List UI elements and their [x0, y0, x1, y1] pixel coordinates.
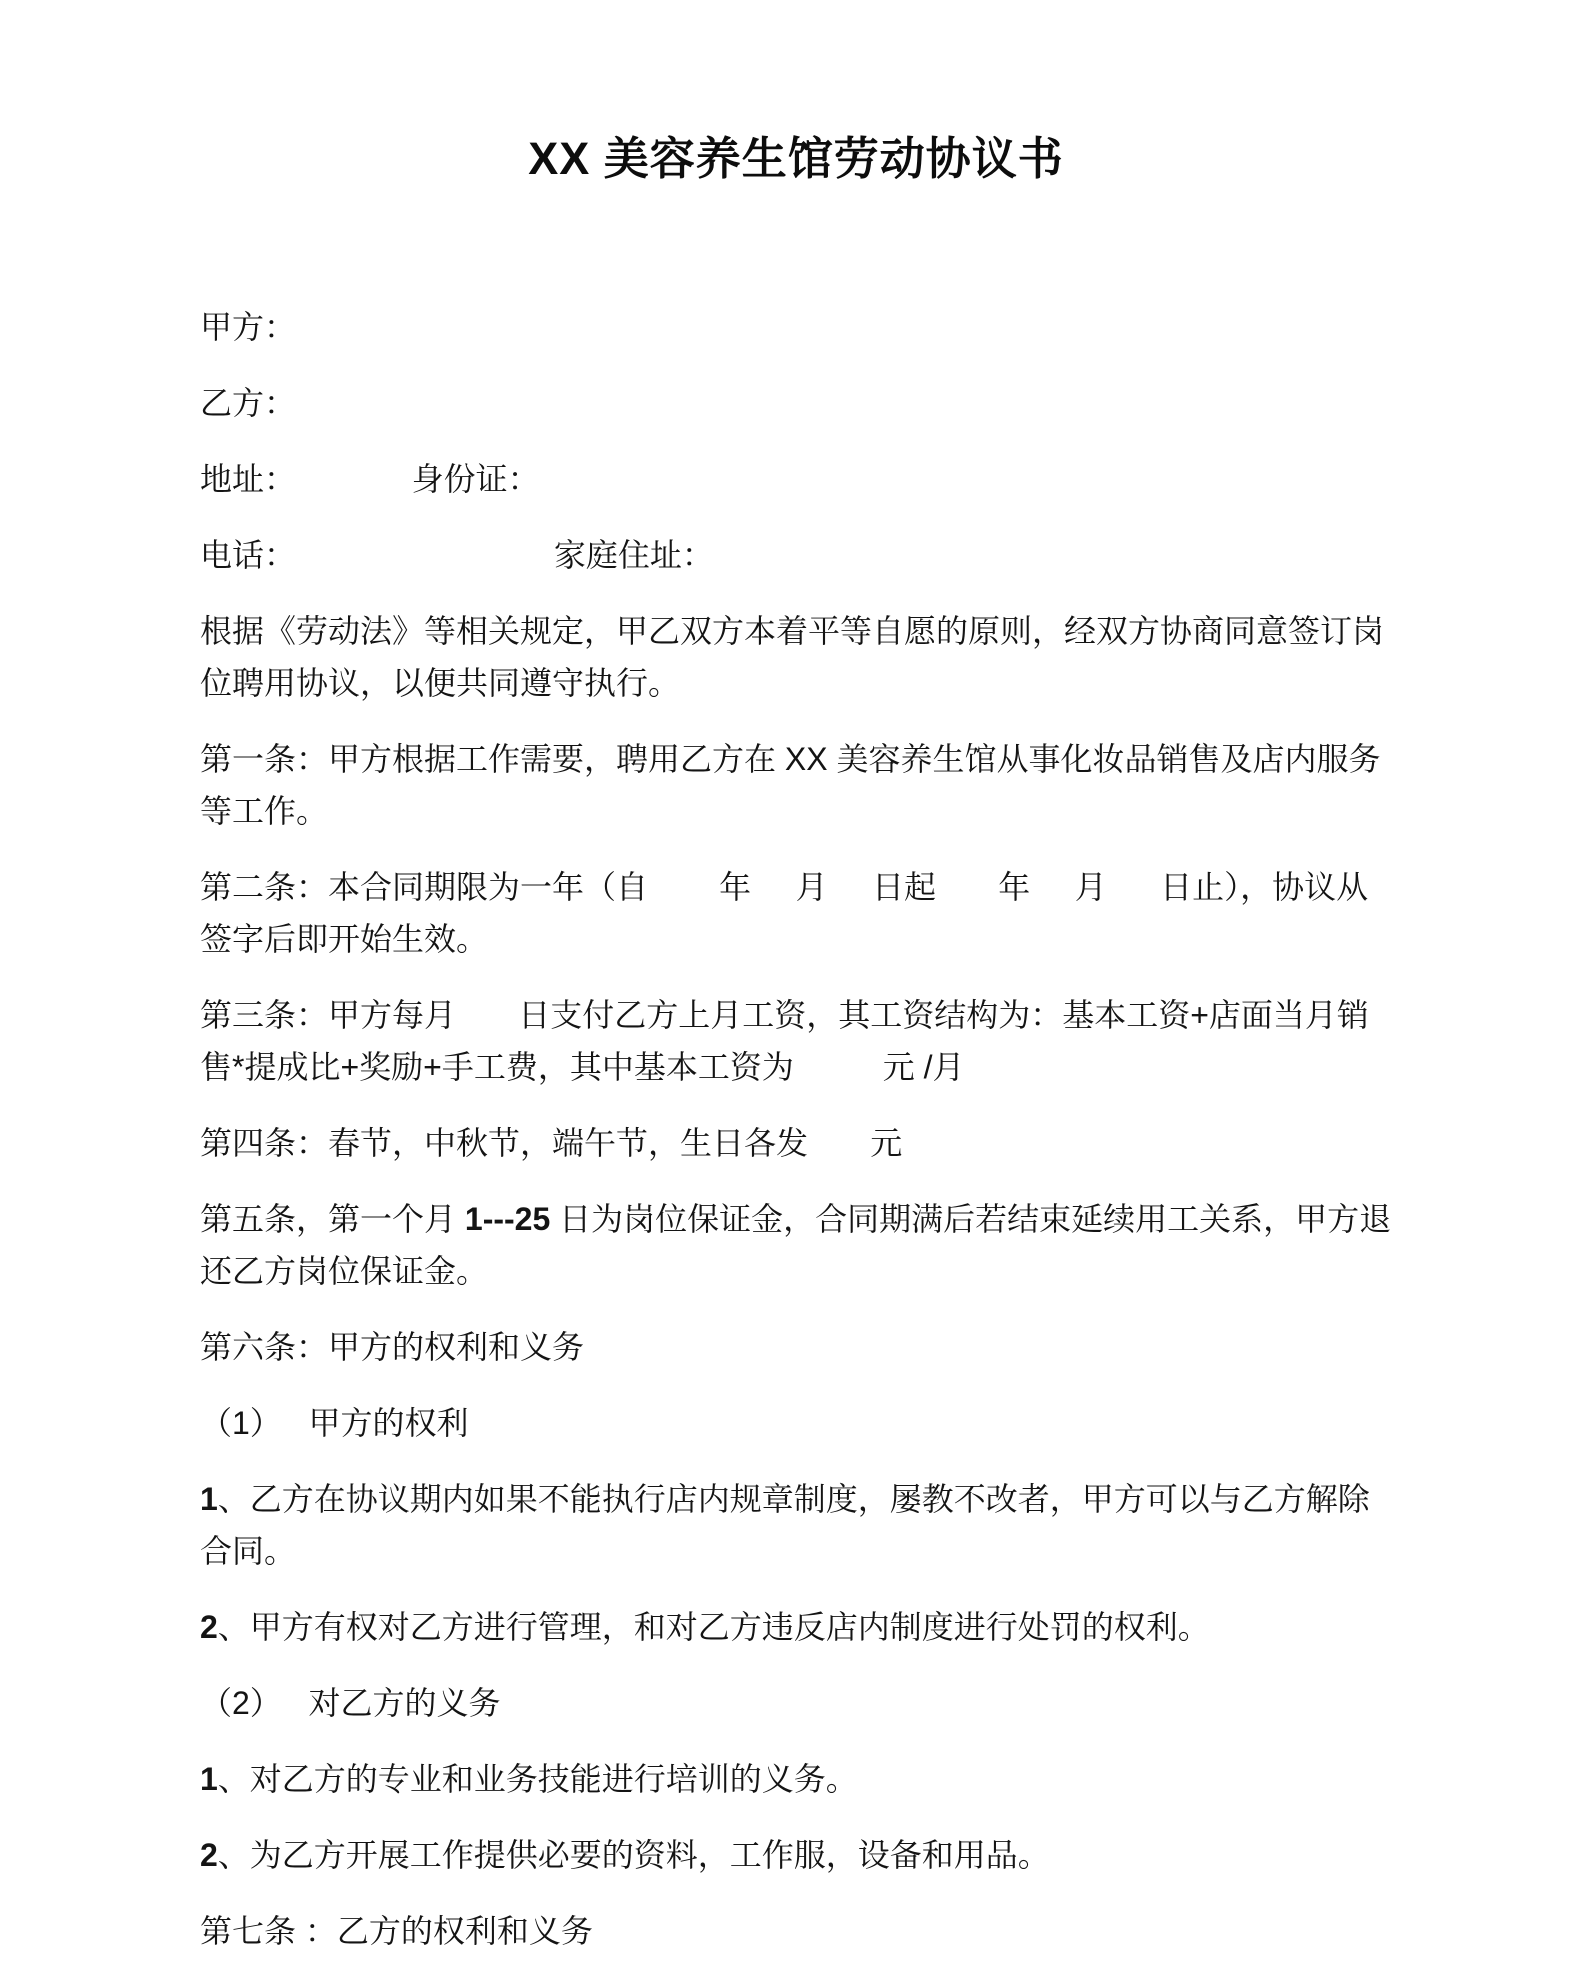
article-2 — [200, 861, 1392, 965]
text-run: 、乙方在协议期内如果不能执行店内规章制度，屡教不改者，甲方可以与乙方解除合同。 — [200, 1480, 1370, 1569]
party-a-line — [200, 301, 1392, 353]
text-run: 第四条：春节，中秋节，端午节，生日各发 元 — [200, 1124, 903, 1161]
article-5 — [200, 1193, 1392, 1297]
text-run: （1） 甲方的权利 — [200, 1404, 469, 1441]
party-b-line — [200, 377, 1392, 429]
address-id-line — [200, 453, 1392, 505]
text-run: 第五条，第一个月 — [200, 1200, 465, 1237]
party-a-right-2 — [200, 1601, 1392, 1653]
text-run: 电话： 家庭住址： — [200, 536, 714, 573]
section-2-heading — [200, 1677, 1392, 1729]
party-b-duty-2 — [200, 1829, 1392, 1881]
text-run: 2 — [200, 1608, 218, 1645]
text-run: 2 — [200, 1836, 218, 1873]
phone-home-line — [200, 529, 1392, 581]
section-1-heading — [200, 1397, 1392, 1449]
text-run: 1 — [200, 1480, 218, 1517]
article-6 — [200, 1321, 1392, 1373]
party-b-duty-1 — [200, 1753, 1392, 1805]
text-run: 、对乙方的专业和业务技能进行培训的义务。 — [217, 1760, 858, 1797]
article-3 — [200, 989, 1392, 1093]
text-run: 第三条：甲方每月 日支付乙方上月工资，其工资结构为：基本工资+店面当月销售*提成比+奖励+手工费，其中基本工资为 元 /月 — [200, 996, 1369, 1085]
text-run: 根据《劳动法》等相关规定，甲乙双方本着平等自愿的原则，经双方协商同意签订岗位聘用协议，以便共同遵守执行。 — [200, 612, 1385, 701]
text-run: 甲方： — [200, 308, 297, 345]
text-run: 1 — [200, 1760, 218, 1797]
text-run: 第一条：甲方根据工作需要，聘用乙方在 XX 美容养生馆从事化妆品销售及店内服务等工作。 — [200, 740, 1381, 829]
article-7 — [200, 1905, 1392, 1957]
article-1 — [200, 733, 1392, 837]
text-run: 第二条：本合同期限为一年（自 年 月 日起 年 月 日止），协议从签字后即开始生效。 — [200, 868, 1369, 957]
party-a-right-1 — [200, 1473, 1392, 1577]
text-run: 、为乙方开展工作提供必要的资料，工作服，设备和用品。 — [217, 1836, 1050, 1873]
text-run: 第六条：甲方的权利和义务 — [200, 1328, 585, 1365]
text-run: 地址： 身份证： — [200, 460, 540, 497]
text-run: 、甲方有权对乙方进行管理，和对乙方违反店内制度进行处罚的权利。 — [217, 1608, 1210, 1645]
preamble — [200, 605, 1392, 709]
text-run: 日为岗位保证金，合同期满后若结束延续用工关系，甲方退还乙方岗位保证金。 — [200, 1200, 1392, 1289]
document-title: XX 美容养生馆劳动协议书 — [528, 133, 1064, 184]
document-body — [200, 301, 1392, 1957]
text-run: 第七条 ：乙方的权利和义务 — [200, 1912, 593, 1949]
article-4 — [200, 1117, 1392, 1169]
text-run: 1---25 — [464, 1200, 551, 1237]
text-run: 乙方： — [200, 384, 297, 421]
text-run: （2） 对乙方的义务 — [200, 1684, 501, 1721]
